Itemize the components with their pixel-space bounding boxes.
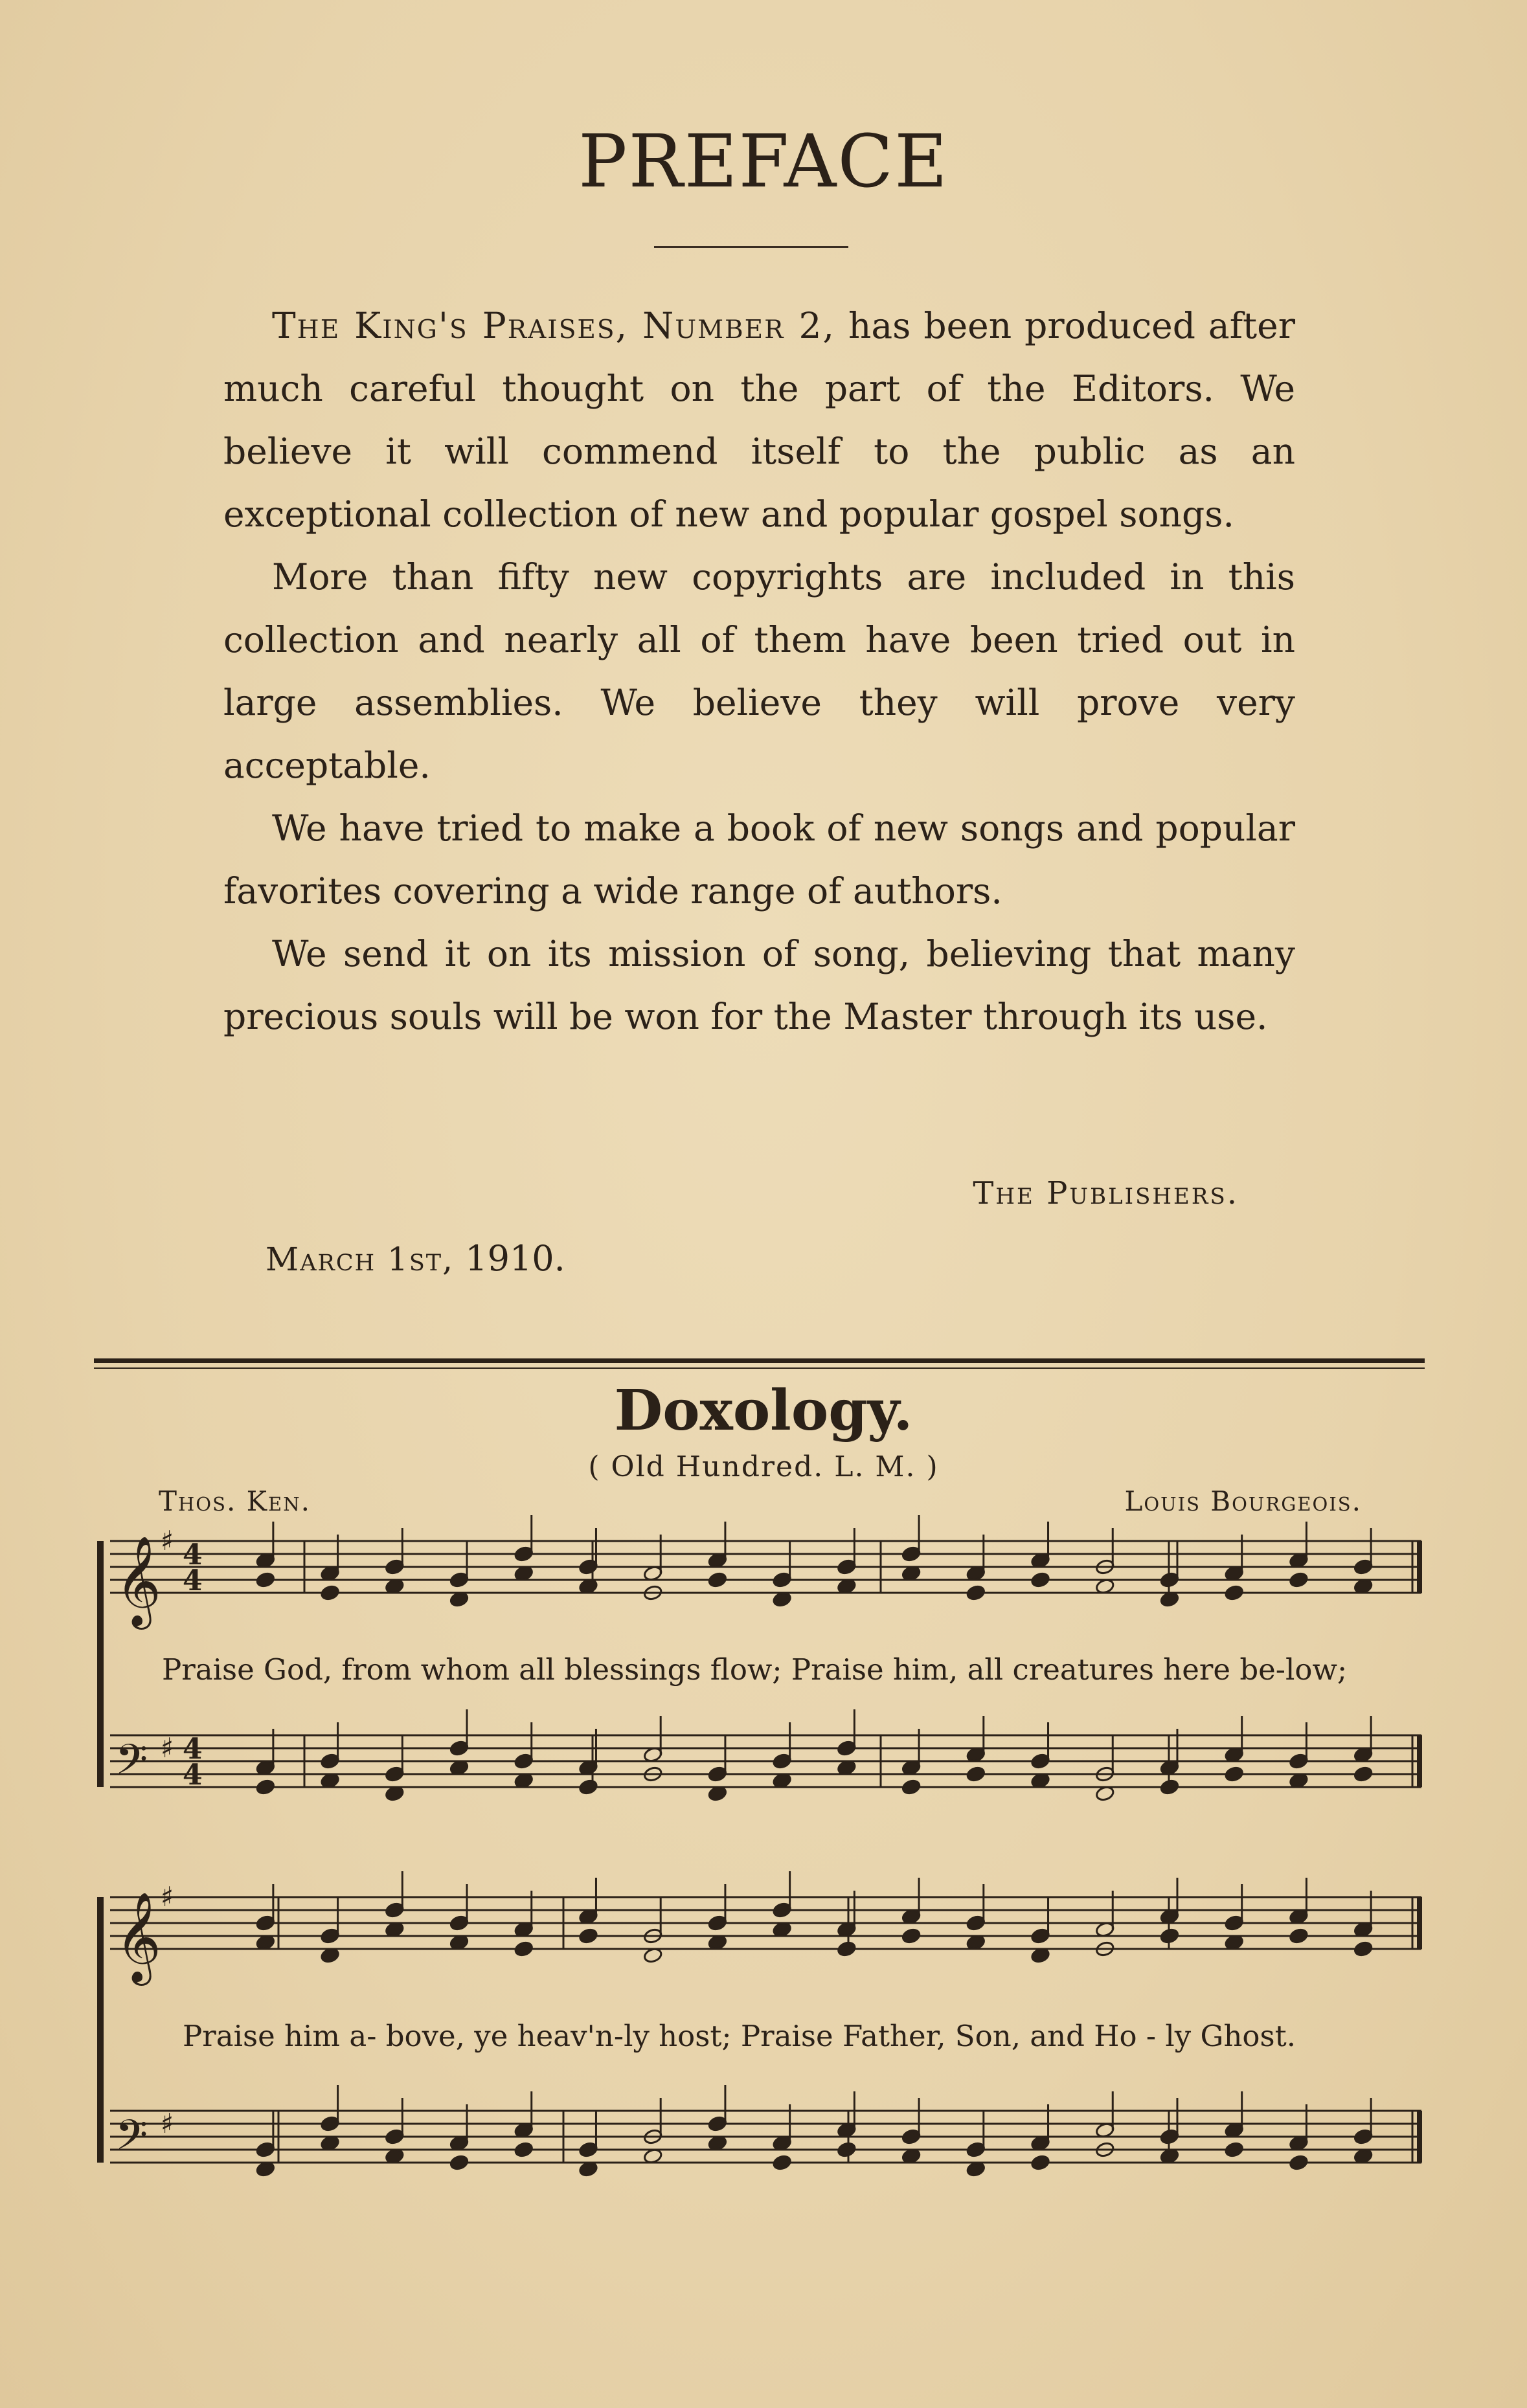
sharp-icon: ♯ — [161, 1881, 174, 1913]
note-head — [578, 1928, 598, 1944]
note-head — [320, 1584, 340, 1601]
treble-clef-icon: 𝄞 — [115, 1892, 161, 1982]
note-head — [1289, 1571, 1309, 1588]
note-head — [708, 1571, 728, 1588]
time-signature-digit: 4 — [183, 1759, 203, 1792]
note-head — [1289, 1928, 1309, 1944]
lyricist-credit: Thos. Ken. — [159, 1485, 311, 1517]
lyric-line-2: Praise him a- bove, ye heav'n-ly host; Praise Father, Son, and Ho - ly Ghost. — [183, 2019, 1296, 2053]
note-head — [837, 2141, 857, 2158]
note-head — [449, 2154, 469, 2171]
note-head — [256, 1779, 276, 1795]
book-title-lead: The King's Praises, Number 2, — [272, 305, 835, 346]
note-head — [966, 1766, 986, 1783]
paragraph-2: More than fifty new copyrights are included in this collection and nearly all of them have been tried out in large assemblies. We believe they will prove very acceptable. — [223, 556, 1295, 786]
note-head — [901, 1928, 922, 1944]
note-head — [1160, 1779, 1180, 1795]
note-head — [837, 1941, 857, 1957]
time-signature-digit: 4 — [183, 1564, 203, 1597]
note-head — [514, 1941, 534, 1957]
date-month: March 1st, — [266, 1241, 455, 1278]
composer-credit: Louis Bourgeois. — [1124, 1485, 1362, 1517]
note-head — [256, 1571, 276, 1588]
note-head — [578, 1779, 598, 1795]
bass-clef-icon: 𝄢 — [115, 1736, 148, 1794]
signature: The Publishers. — [973, 1175, 1239, 1211]
time-signature-digit: 4 — [183, 1733, 203, 1766]
treble-clef-icon: 𝄞 — [115, 1536, 161, 1626]
date-year: 1910. — [454, 1238, 565, 1279]
note-head — [966, 1584, 986, 1601]
note-head — [1224, 2141, 1244, 2158]
note-head — [1224, 1584, 1244, 1601]
hymn-title: Doxology. — [614, 1378, 913, 1443]
paragraph-1-text: has been produced after much careful thought on the part of the Editors. We believe it will commend itself to the public as an exceptional collection of new and popular gospel songs. — [223, 305, 1295, 535]
note-head — [1353, 1766, 1374, 1783]
page-title: PREFACE — [578, 120, 949, 204]
note-head — [1030, 1571, 1050, 1588]
note-head — [1160, 1928, 1180, 1944]
sharp-icon: ♯ — [161, 1525, 174, 1557]
note-head — [772, 2154, 792, 2171]
paragraph-3: We have tried to make a book of new songs and popular favorites covering a wide range of authors. — [223, 807, 1295, 912]
note-head — [514, 2141, 534, 2158]
sharp-icon: ♯ — [161, 2108, 174, 2139]
note-head — [1353, 1941, 1374, 1957]
sharp-icon: ♯ — [161, 1732, 174, 1764]
paragraph-4: We send it on its mission of song, believing that many precious souls will be won for the Master through its use. — [223, 933, 1295, 1037]
note-head — [1224, 1766, 1244, 1783]
bass-clef-icon: 𝄢 — [115, 2111, 148, 2170]
staff-systems — [100, 1515, 1421, 2177]
hymn-tune: ( Old Hundred. L. M. ) — [588, 1450, 939, 1483]
time-signature-digit: 4 — [183, 1538, 203, 1571]
note-head — [1030, 2154, 1050, 2171]
note-head — [901, 1779, 922, 1795]
note-head — [1289, 2154, 1309, 2171]
lyric-line-1: Praise God, from whom all blessings flow; Praise him, all creatures here be-low; — [162, 1652, 1348, 1687]
